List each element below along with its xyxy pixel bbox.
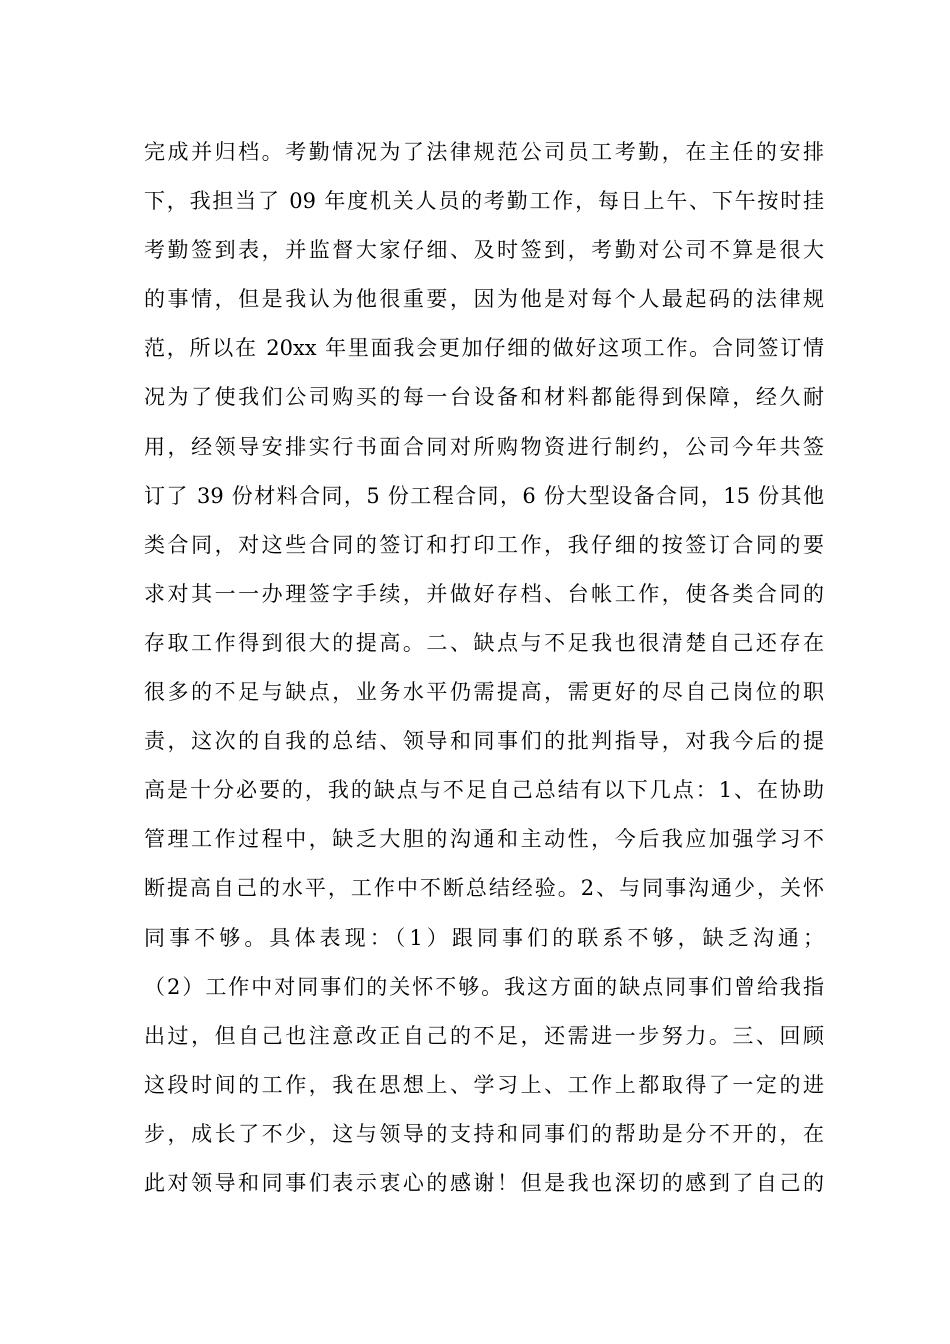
text-line: 考勤签到表，并监督大家仔细、及时签到，考勤对公司不算是很大 (144, 238, 824, 263)
text-line: 况为了使我们公司购买的每一台设备和材料都能得到保障，经久耐 (144, 385, 824, 410)
text-line: 责，这次的自我的总结、领导和同事们的批判指导，对我今后的提 (144, 729, 824, 754)
text-line: 同事不够。具体表现：（1）跟同事们的联系不够，缺乏沟通； (144, 925, 824, 950)
text-line: 高是十分必要的，我的缺点与不足自己总结有以下几点：1、在协助 (144, 778, 824, 803)
text-line: 求对其一一办理签字手续，并做好存档、台帐工作，使各类合同的 (144, 581, 824, 606)
text-line: 类合同，对这些合同的签订和打印工作，我仔细的按签订合同的要 (144, 532, 824, 557)
text-line: （2）工作中对同事们的关怀不够。我这方面的缺点同事们曾给我指 (144, 974, 824, 999)
text-line: 出过，但自己也注意改正自己的不足，还需进一步努力。三、回顾 (144, 1023, 824, 1048)
text-line: 步，成长了不少，这与领导的支持和同事们的帮助是分不开的，在 (144, 1121, 824, 1146)
text-line: 范，所以在 20xx 年里面我会更加仔细的做好这项工作。合同签订情 (144, 336, 824, 361)
text-line: 完成并归档。考勤情况为了法律规范公司员工考勤，在主任的安排 (144, 140, 824, 164)
text-line: 的事情，但是我认为他很重要，因为他是对每个人最起码的法律规 (144, 287, 824, 312)
text-line: 下，我担当了 09 年度机关人员的考勤工作，每日上午、下午按时挂 (144, 189, 824, 214)
text-line: 订了 39 份材料合同，5 份工程合同，6 份大型设备合同，15 份其他 (144, 483, 824, 508)
text-line: 断提高自己的水平，工作中不断总结经验。2、与同事沟通少，关怀 (144, 876, 824, 901)
body-text (144, 128, 824, 1208)
text-line: 用，经领导安排实行书面合同对所购物资进行制约，公司今年共签 (144, 434, 824, 459)
text-line: 很多的不足与缺点，业务水平仍需提高，需更好的尽自己岗位的职 (144, 680, 824, 705)
text-line: 此对领导和同事们表示衷心的感谢！但是我也深切的感到了自己的 (144, 1170, 824, 1195)
text-line: 存取工作得到很大的提高。二、缺点与不足我也很清楚自己还存在 (144, 630, 824, 655)
text-line: 管理工作过程中，缺乏大胆的沟通和主动性，今后我应加强学习不 (144, 827, 824, 852)
text-line: 这段时间的工作，我在思想上、学习上、工作上都取得了一定的进 (144, 1072, 824, 1097)
